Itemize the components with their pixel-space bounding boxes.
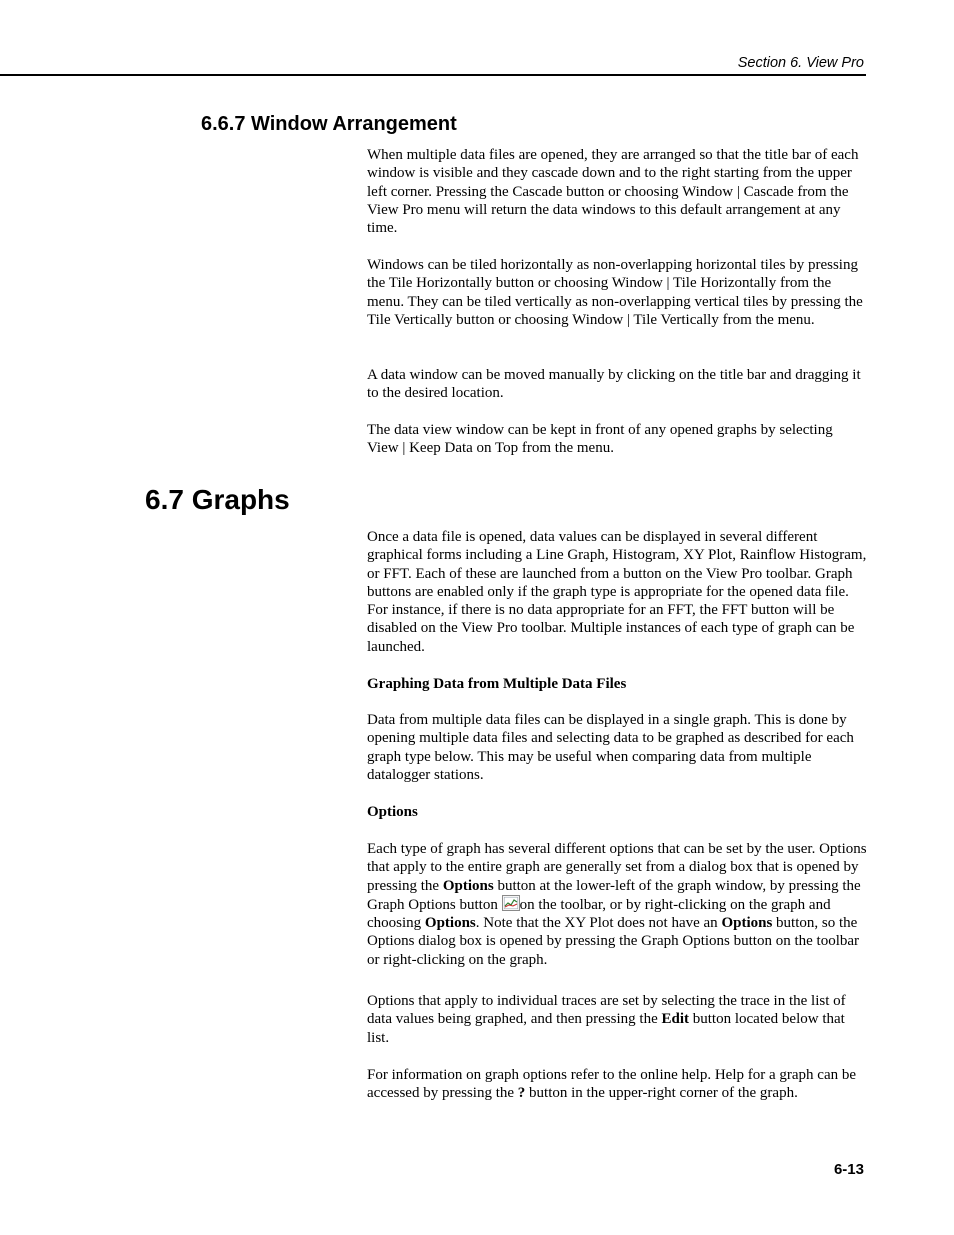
paragraph-traces: [367, 992, 867, 1047]
subheading: Options: [367, 804, 418, 820]
bold-term: Options: [442, 877, 494, 894]
section-heading-graphs: 6.7 Graphs: [145, 484, 290, 515]
text-run: Each type of graph has several different options that can be set by the user. Options that apply to the entire graph are generally set from a dialog box that is opened by pressing the: [367, 841, 867, 894]
text-run: button at the lower-left of the graph window, by pressing the Graph Options button: [367, 877, 861, 913]
text-run: . Note that the XY Plot does not have an: [475, 915, 722, 932]
header-rule: [0, 74, 866, 76]
section-heading-window-arrangement: 6.6.7 Window Arrangement: [201, 113, 457, 135]
paragraph-options: [367, 840, 867, 969]
graph-options-icon: [502, 895, 520, 911]
page-number: 6-13: [833, 1161, 864, 1178]
paragraph: When multiple data files are opened, they are arranged so that the title bar of each window is visible and they cascade down and to the right starting from the upper left corner. Pressing the Cascade button or choosing Window | Cascade from the View Pro menu will return the data windows to this default arrangement at any time.: [367, 147, 859, 237]
running-header: Section 6. View Pro: [737, 55, 864, 71]
text-run: on the toolbar, or by right-clicking on the graph and choosing: [367, 896, 831, 932]
text-run: button, so the Options dialog box is opened by pressing the Graph Options button on the toolbar or right-clicking on the graph.: [367, 915, 860, 968]
paragraph: The data view window can be kept in front of any opened graphs by selecting View | Keep Data on Top from the menu.: [367, 422, 833, 457]
text-run: button located below that list.: [367, 1011, 845, 1046]
bold-term: ?: [517, 1085, 526, 1102]
bold-term: Options: [424, 915, 476, 932]
bold-term: Edit: [661, 1011, 690, 1028]
text-run: button in the upper-right corner of the graph.: [525, 1085, 798, 1102]
subheading: Graphing Data from Multiple Data Files: [367, 676, 627, 692]
paragraph: Windows can be tiled horizontally as non-overlapping horizontal tiles by pressing the Tile Horizontally button or choosing Window | Tile Horizontally from the menu. They can be tiled vertically as non-overlapping vertical tiles by pressing the Tile Vertically button or choosing Window | Tile Vertically from the menu.: [367, 257, 863, 328]
paragraph: Data from multiple data files can be displayed in a single graph. This is done by opening multiple data files and selecting data to be graphed as described for each graph type below. This may be useful when comparing data from multiple datalogger stations.: [367, 712, 854, 783]
paragraph: A data window can be moved manually by clicking on the title bar and dragging it to the desired location.: [367, 367, 861, 402]
text-run: Options that apply to individual traces are set by selecting the trace in the list of data values being graphed, and then pressing the: [367, 993, 846, 1028]
paragraph-help: [367, 1066, 867, 1103]
text-run: For information on graph options refer to the online help. Help for a graph can be accessed by pressing the: [367, 1067, 857, 1102]
bold-term: Options: [721, 915, 773, 932]
paragraph: Once a data file is opened, data values can be displayed in several different graphical forms including a Line Graph, Histogram, XY Plot, Rainflow Histogram, or FFT. Each of these are launched from a button on the View Pro toolbar. Graph buttons are enabled only if the graph type is appropriate for the opened data file. For instance, if there is no data appropriate for an FFT, the FFT button will be disabled on the View Pro toolbar. Multiple instances of each type of graph can be launched.: [367, 529, 867, 655]
